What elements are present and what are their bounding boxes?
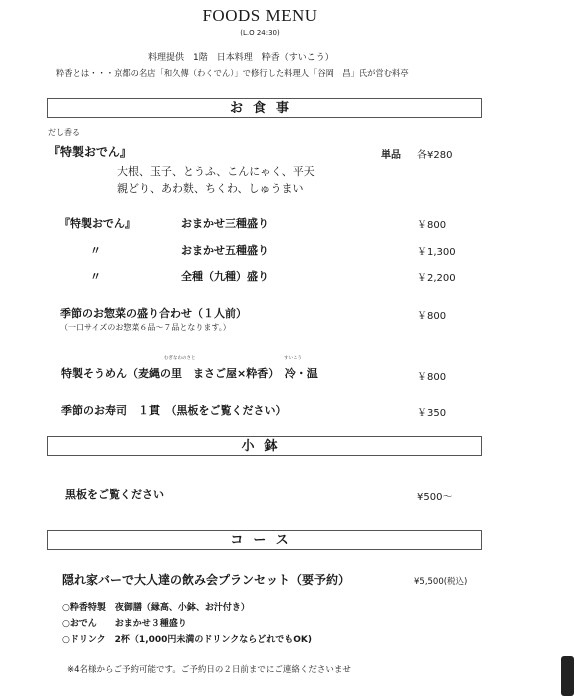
info-line: 料理提供 1階 日本料理 粋香（すいこう） [148, 53, 334, 63]
set-item-price: ￥1,300 [417, 247, 456, 258]
ditto-mark: 〃 [90, 244, 101, 257]
menu-title: FOODS MENU [202, 6, 318, 25]
kobachi-name: 黒板をご覧ください [65, 488, 164, 501]
somen-ruby: むぎなわのさと [164, 356, 196, 361]
oden-unit-label: 単品 [381, 150, 401, 161]
set-item-label: おまかせ五種盛り [181, 244, 269, 257]
section-kobachi: 小鉢 [47, 436, 482, 456]
set-item-price: ￥2,200 [417, 273, 456, 284]
set-name: 『特製おでん』 [59, 217, 136, 230]
seasonal-price: ￥800 [417, 311, 447, 322]
section-food: お食事 [47, 98, 482, 118]
course-footnote: ※4名様からご予約可能です。ご予約日の２日前までにご連絡くださいませ [67, 665, 351, 675]
scrollbar-thumb[interactable] [561, 656, 574, 696]
sushi-name: 季節のお寿司 １貫 （黒板をご覧ください） [61, 404, 287, 417]
set-item-label: 全種（九種）盛り [181, 270, 269, 283]
oden-name: 『特製おでん』 [48, 145, 132, 159]
last-order: (L.O 24:30) [240, 29, 280, 37]
course-name: 隠れ家バーで大人達の飲み会プランセット（要予約） [62, 573, 351, 587]
seasonal-name: 季節のお惣菜の盛り合わせ（１人前） [60, 307, 247, 320]
oden-note: だし香る [48, 128, 80, 137]
set-item-label: おまかせ三種盛り [181, 217, 269, 230]
oden-unit-price: 各¥280 [417, 150, 453, 161]
section-course: コース [47, 530, 482, 550]
sushi-price: ￥350 [417, 408, 447, 419]
course-item: ○ドリンク 2杯（1,000円未満のドリンクならどれでもOK) [62, 635, 312, 645]
seasonal-note: （一口サイズのお惣菜６品～７品となります。） [60, 323, 231, 332]
ditto-mark: 〃 [90, 270, 101, 283]
somen-ruby: すいこう [284, 356, 302, 361]
course-price: ¥5,500(税込) [414, 577, 468, 587]
set-item-price: ￥800 [417, 220, 447, 231]
somen-price: ￥800 [417, 372, 447, 383]
oden-ingredients-2: 親どり、あわ麩、ちくわ、しゅうまい [117, 182, 304, 195]
somen-name: 特製そうめん（麦縄の里 まさご屋×粋香） 冷・温 [61, 367, 318, 380]
kobachi-price: ¥500～ [417, 492, 453, 503]
course-item: ○おでん おまかせ３種盛り [62, 619, 187, 629]
oden-ingredients-1: 大根、玉子、とうふ、こんにゃく、平天 [117, 165, 315, 178]
chef-line: 粋香とは・・・京都の名店「和久傳（わくでん）」で修行した料理人「谷岡 昌」氏が営む料亭 [56, 68, 409, 78]
course-item: ○粋香特製 夜御膳（縁高、小鉢、お汁付き） [62, 603, 250, 613]
